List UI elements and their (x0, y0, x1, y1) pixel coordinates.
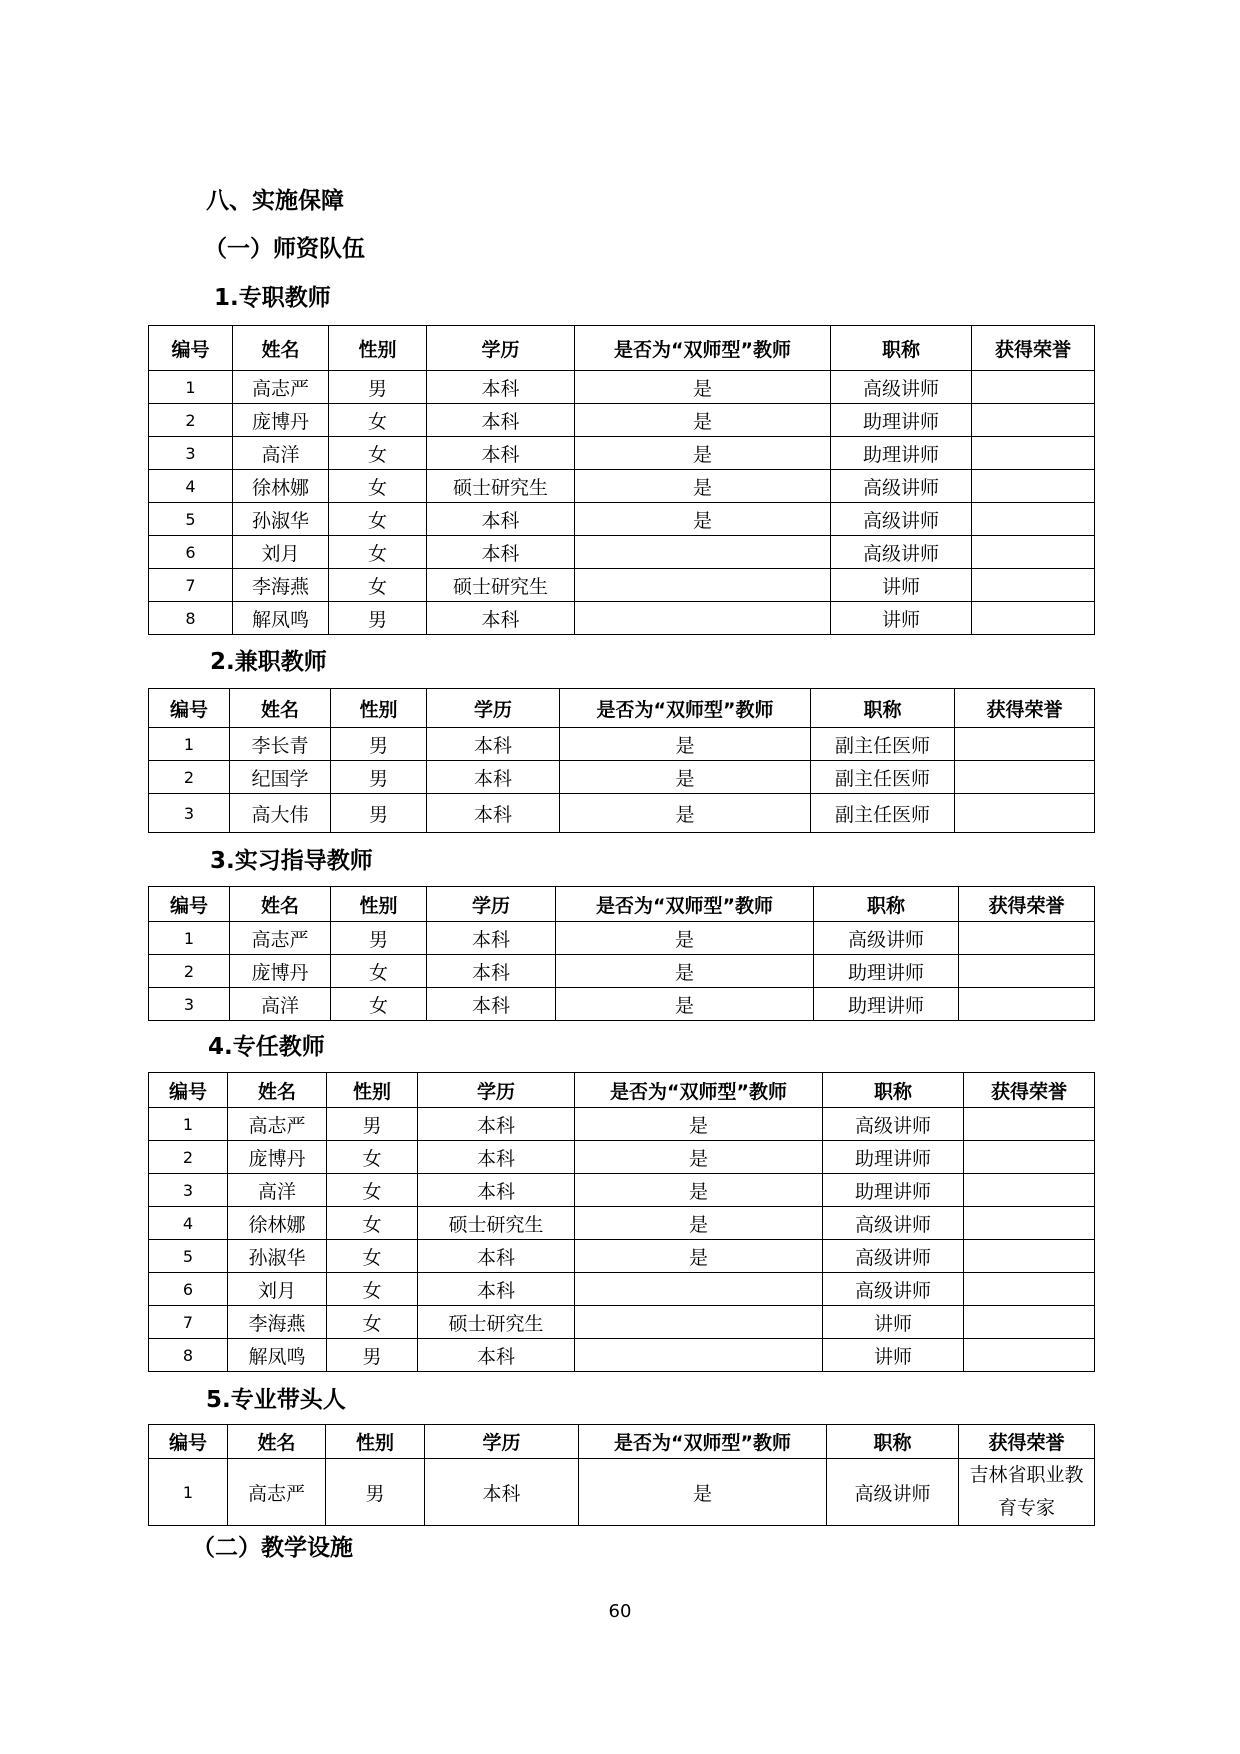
subsection-title: （二）教学设施 (192, 1535, 353, 1561)
cell-honor (964, 1306, 1095, 1339)
header-number: 编号 (149, 1425, 228, 1459)
table-row (149, 437, 1095, 470)
table-row (149, 794, 1095, 833)
cell-gender: 女 (327, 1174, 418, 1207)
cell-education: 本科 (418, 1240, 575, 1273)
header-name: 姓名 (230, 887, 331, 922)
cell-title: 讲师 (823, 1339, 964, 1372)
header-honor: 获得荣誉 (972, 326, 1095, 371)
cell-name: 高志严 (233, 371, 329, 404)
header-education: 学历 (425, 1425, 579, 1459)
cell-education: 硕士研究生 (427, 470, 575, 503)
table-row (149, 1273, 1095, 1306)
cell-honor (955, 794, 1095, 833)
cell-honor (959, 955, 1095, 988)
data-table (148, 688, 1095, 833)
cell-education: 本科 (427, 728, 560, 761)
cell-name: 庞博丹 (228, 1141, 327, 1174)
table-row (149, 503, 1095, 536)
cell-education: 本科 (427, 536, 575, 569)
cell-education: 硕士研究生 (418, 1306, 575, 1339)
cell-name: 解凤鸣 (228, 1339, 327, 1372)
cell-dual-teacher: 是 (575, 470, 831, 503)
cell-honor (964, 1339, 1095, 1372)
cell-gender: 男 (327, 1108, 418, 1141)
cell-education: 本科 (427, 503, 575, 536)
table-row (149, 955, 1095, 988)
cell-title: 副主任医师 (811, 794, 955, 833)
cell-dual-teacher: 是 (556, 955, 814, 988)
cell-gender: 女 (329, 503, 427, 536)
header-title: 职称 (823, 1073, 964, 1108)
header-name: 姓名 (228, 1425, 326, 1459)
header-title: 职称 (831, 326, 972, 371)
cell-education: 本科 (418, 1273, 575, 1306)
cell-education: 本科 (427, 371, 575, 404)
table-row (149, 536, 1095, 569)
cell-dual-teacher: 是 (575, 1108, 823, 1141)
cell-number: 2 (149, 761, 230, 794)
cell-dual-teacher: 是 (560, 761, 811, 794)
cell-honor (972, 470, 1095, 503)
header-gender: 性别 (329, 326, 427, 371)
cell-dual-teacher: 是 (556, 988, 814, 1021)
cell-honor (972, 371, 1095, 404)
table-row (149, 922, 1095, 955)
cell-honor (972, 569, 1095, 602)
header-title: 职称 (827, 1425, 959, 1459)
cell-honor (964, 1240, 1095, 1273)
cell-dual-teacher (575, 1306, 823, 1339)
cell-gender: 女 (329, 569, 427, 602)
cell-title: 讲师 (831, 569, 972, 602)
header-gender: 性别 (327, 1073, 418, 1108)
cell-honor: 吉林省职业教 育专家 (959, 1459, 1095, 1526)
cell-title: 高级讲师 (831, 536, 972, 569)
cell-title: 助理讲师 (823, 1141, 964, 1174)
cell-honor (959, 988, 1095, 1021)
header-education: 学历 (427, 887, 556, 922)
cell-number: 2 (149, 404, 233, 437)
table-row (149, 1240, 1095, 1273)
header-title: 职称 (811, 689, 955, 728)
cell-gender: 男 (331, 794, 427, 833)
header-dual-teacher: 是否为“双师型”教师 (560, 689, 811, 728)
cell-gender: 女 (329, 404, 427, 437)
table-header-row (149, 689, 1095, 728)
page-number: 60 (608, 1601, 632, 1622)
table-row (149, 1207, 1095, 1240)
cell-number: 1 (149, 922, 230, 955)
table-title: 3.实习指导教师 (210, 848, 373, 874)
header-honor: 获得荣誉 (959, 887, 1095, 922)
cell-number: 2 (149, 955, 230, 988)
table-row (149, 761, 1095, 794)
cell-title: 高级讲师 (831, 470, 972, 503)
cell-title: 讲师 (823, 1306, 964, 1339)
cell-dual-teacher (575, 536, 831, 569)
cell-education: 本科 (418, 1339, 575, 1372)
cell-name: 解凤鸣 (233, 602, 329, 635)
cell-title: 高级讲师 (823, 1108, 964, 1141)
header-honor: 获得荣誉 (964, 1073, 1095, 1108)
cell-gender: 女 (327, 1141, 418, 1174)
cell-honor (964, 1141, 1095, 1174)
cell-dual-teacher: 是 (575, 437, 831, 470)
cell-name: 庞博丹 (233, 404, 329, 437)
cell-dual-teacher: 是 (575, 371, 831, 404)
cell-name: 徐林娜 (233, 470, 329, 503)
cell-title: 助理讲师 (814, 955, 959, 988)
header-dual-teacher: 是否为“双师型”教师 (556, 887, 814, 922)
table-row (149, 1108, 1095, 1141)
cell-honor (959, 922, 1095, 955)
table-row (149, 602, 1095, 635)
data-table (148, 1072, 1095, 1372)
cell-name: 刘月 (233, 536, 329, 569)
table-row (149, 1339, 1095, 1372)
table-row (149, 1174, 1095, 1207)
table-row (149, 404, 1095, 437)
cell-honor (955, 728, 1095, 761)
table-row (149, 1141, 1095, 1174)
cell-gender: 女 (327, 1207, 418, 1240)
cell-education: 硕士研究生 (418, 1207, 575, 1240)
cell-gender: 女 (331, 988, 427, 1021)
cell-honor (955, 761, 1095, 794)
cell-name: 高洋 (230, 988, 331, 1021)
cell-name: 刘月 (228, 1273, 327, 1306)
cell-honor (972, 602, 1095, 635)
cell-dual-teacher (575, 569, 831, 602)
cell-number: 2 (149, 1141, 228, 1174)
cell-title: 高级讲师 (831, 371, 972, 404)
cell-education: 本科 (418, 1174, 575, 1207)
cell-name: 李长青 (230, 728, 331, 761)
header-gender: 性别 (331, 689, 427, 728)
cell-dual-teacher: 是 (575, 1240, 823, 1273)
table-header-row (149, 326, 1095, 371)
cell-gender: 女 (329, 536, 427, 569)
cell-number: 3 (149, 437, 233, 470)
cell-name: 高洋 (233, 437, 329, 470)
cell-honor (972, 404, 1095, 437)
header-name: 姓名 (233, 326, 329, 371)
cell-education: 本科 (427, 922, 556, 955)
cell-gender: 女 (329, 437, 427, 470)
cell-dual-teacher (575, 602, 831, 635)
cell-gender: 男 (327, 1339, 418, 1372)
cell-number: 1 (149, 1459, 228, 1526)
header-number: 编号 (149, 1073, 228, 1108)
cell-number: 8 (149, 1339, 228, 1372)
cell-dual-teacher: 是 (579, 1459, 827, 1526)
cell-honor (964, 1174, 1095, 1207)
header-gender: 性别 (331, 887, 427, 922)
header-education: 学历 (427, 689, 560, 728)
cell-name: 高大伟 (230, 794, 331, 833)
cell-title: 高级讲师 (831, 503, 972, 536)
cell-number: 4 (149, 1207, 228, 1240)
cell-number: 1 (149, 1108, 228, 1141)
table-row (149, 569, 1095, 602)
data-table (148, 886, 1095, 1021)
cell-number: 7 (149, 569, 233, 602)
cell-title: 高级讲师 (814, 922, 959, 955)
header-number: 编号 (149, 887, 230, 922)
cell-number: 5 (149, 503, 233, 536)
cell-gender: 男 (329, 602, 427, 635)
cell-gender: 男 (326, 1459, 425, 1526)
cell-honor (964, 1273, 1095, 1306)
cell-gender: 男 (331, 761, 427, 794)
table-row (149, 728, 1095, 761)
table-row (149, 1306, 1095, 1339)
header-education: 学历 (418, 1073, 575, 1108)
data-table (148, 325, 1095, 635)
cell-education: 本科 (418, 1108, 575, 1141)
cell-honor (972, 536, 1095, 569)
cell-education: 本科 (427, 955, 556, 988)
cell-number: 3 (149, 794, 230, 833)
cell-honor (972, 437, 1095, 470)
header-gender: 性别 (326, 1425, 425, 1459)
cell-gender: 男 (329, 371, 427, 404)
table-row (149, 1459, 1095, 1526)
cell-gender: 女 (329, 470, 427, 503)
cell-dual-teacher (575, 1273, 823, 1306)
cell-dual-teacher: 是 (560, 728, 811, 761)
table-row (149, 988, 1095, 1021)
cell-name: 高洋 (228, 1174, 327, 1207)
table-title: 5.专业带头人 (206, 1387, 346, 1413)
cell-honor (964, 1108, 1095, 1141)
cell-gender: 女 (331, 955, 427, 988)
header-education: 学历 (427, 326, 575, 371)
header-name: 姓名 (228, 1073, 327, 1108)
cell-gender: 男 (331, 922, 427, 955)
cell-gender: 男 (331, 728, 427, 761)
cell-gender: 女 (327, 1306, 418, 1339)
cell-name: 李海燕 (233, 569, 329, 602)
cell-number: 4 (149, 470, 233, 503)
cell-number: 6 (149, 1273, 228, 1306)
cell-education: 本科 (427, 602, 575, 635)
cell-dual-teacher: 是 (575, 1141, 823, 1174)
cell-name: 李海燕 (228, 1306, 327, 1339)
cell-title: 高级讲师 (823, 1273, 964, 1306)
cell-education: 本科 (425, 1459, 579, 1526)
cell-name: 庞博丹 (230, 955, 331, 988)
table-row (149, 371, 1095, 404)
cell-gender: 女 (327, 1273, 418, 1306)
cell-number: 3 (149, 1174, 228, 1207)
cell-education: 本科 (427, 404, 575, 437)
cell-number: 6 (149, 536, 233, 569)
cell-name: 高志严 (228, 1459, 326, 1526)
cell-title: 助理讲师 (814, 988, 959, 1021)
cell-title: 助理讲师 (831, 404, 972, 437)
cell-education: 硕士研究生 (427, 569, 575, 602)
cell-dual-teacher: 是 (575, 404, 831, 437)
cell-title: 副主任医师 (811, 761, 955, 794)
cell-education: 本科 (427, 437, 575, 470)
cell-title: 助理讲师 (823, 1174, 964, 1207)
cell-gender: 女 (327, 1240, 418, 1273)
header-number: 编号 (149, 689, 230, 728)
header-dual-teacher: 是否为“双师型”教师 (575, 326, 831, 371)
cell-education: 本科 (427, 761, 560, 794)
cell-number: 1 (149, 728, 230, 761)
cell-education: 本科 (427, 794, 560, 833)
section-title: 八、实施保障 (206, 188, 344, 214)
table-title: 2.兼职教师 (210, 649, 327, 675)
cell-dual-teacher: 是 (575, 503, 831, 536)
cell-title: 助理讲师 (831, 437, 972, 470)
table-title: 1.专职教师 (214, 285, 331, 311)
cell-education: 本科 (427, 988, 556, 1021)
cell-title: 高级讲师 (827, 1459, 959, 1526)
header-honor: 获得荣誉 (959, 1425, 1095, 1459)
subsection-title: （一）师资队伍 (204, 236, 365, 262)
header-dual-teacher: 是否为“双师型”教师 (579, 1425, 827, 1459)
cell-honor (964, 1207, 1095, 1240)
cell-name: 高志严 (230, 922, 331, 955)
cell-dual-teacher: 是 (575, 1174, 823, 1207)
cell-name: 孙淑华 (228, 1240, 327, 1273)
table-header-row (149, 1425, 1095, 1459)
cell-number: 3 (149, 988, 230, 1021)
cell-title: 副主任医师 (811, 728, 955, 761)
table-header-row (149, 887, 1095, 922)
header-honor: 获得荣誉 (955, 689, 1095, 728)
cell-name: 孙淑华 (233, 503, 329, 536)
cell-title: 讲师 (831, 602, 972, 635)
header-dual-teacher: 是否为“双师型”教师 (575, 1073, 823, 1108)
cell-honor (972, 503, 1095, 536)
data-table (148, 1424, 1095, 1526)
cell-title: 高级讲师 (823, 1207, 964, 1240)
cell-dual-teacher: 是 (575, 1207, 823, 1240)
cell-title: 高级讲师 (823, 1240, 964, 1273)
header-number: 编号 (149, 326, 233, 371)
cell-dual-teacher: 是 (556, 922, 814, 955)
cell-name: 徐林娜 (228, 1207, 327, 1240)
cell-dual-teacher (575, 1339, 823, 1372)
cell-name: 高志严 (228, 1108, 327, 1141)
table-title: 4.专任教师 (208, 1034, 325, 1060)
cell-dual-teacher: 是 (560, 794, 811, 833)
header-name: 姓名 (230, 689, 331, 728)
cell-number: 8 (149, 602, 233, 635)
header-title: 职称 (814, 887, 959, 922)
table-row (149, 470, 1095, 503)
table-header-row (149, 1073, 1095, 1108)
cell-number: 5 (149, 1240, 228, 1273)
cell-education: 本科 (418, 1141, 575, 1174)
cell-name: 纪国学 (230, 761, 331, 794)
cell-number: 7 (149, 1306, 228, 1339)
cell-number: 1 (149, 371, 233, 404)
